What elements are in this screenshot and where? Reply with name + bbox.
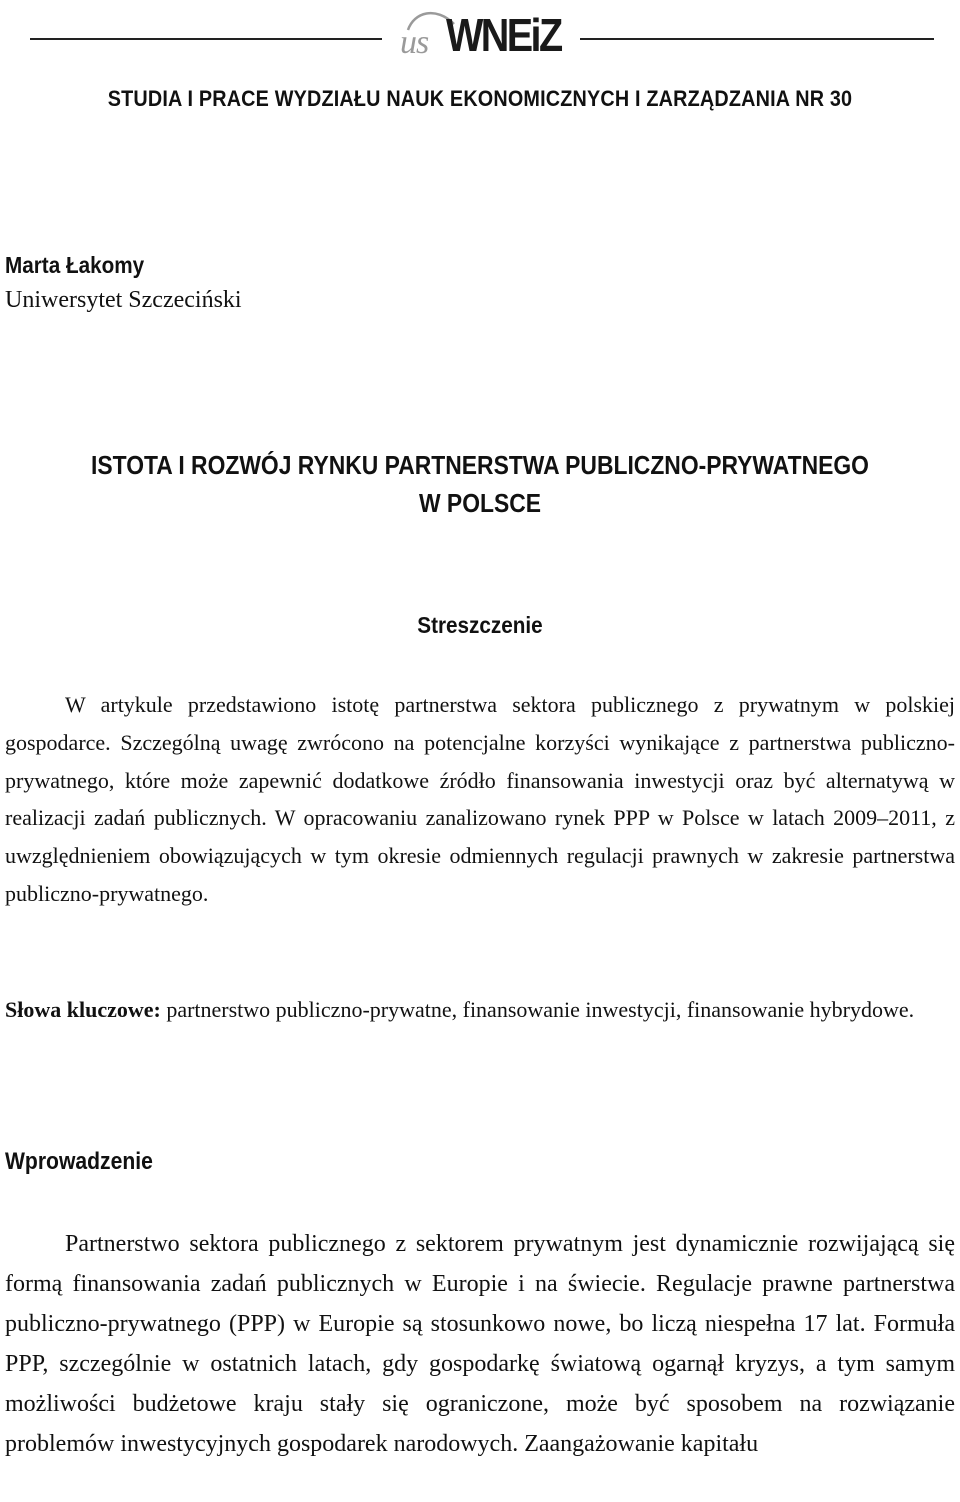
- series-title: STUDIA I PRACE WYDZIAŁU NAUK EKONOMICZNYCH I ZARZĄDZANIA NR 30: [107, 86, 853, 111]
- keywords-text: partnerstwo publiczno-prywatne, finansowanie inwestycji, finansowanie hybrydowe.: [166, 997, 915, 1022]
- article-title-line-2: W POLSCE: [418, 488, 542, 518]
- author-affiliation: Uniwersytet Szczeciński: [5, 287, 242, 313]
- article-title-line-1: ISTOTA I ROZWÓJ RYNKU PARTNERSTWA PUBLICZNO-PRYWATNEGO: [91, 450, 869, 480]
- keywords: [5, 993, 955, 1027]
- author-name: Marta Łakomy: [5, 252, 145, 278]
- logo-wordmark: WNEiZ: [446, 9, 561, 61]
- logo-prefix: us: [400, 24, 429, 61]
- section-heading-introduction: Wprowadzenie: [5, 1148, 153, 1175]
- wneiz-logo: [396, 2, 566, 74]
- header-rule-left: [30, 38, 382, 40]
- header-rule-right: [580, 38, 934, 40]
- keywords-label: Słowa kluczowe:: [5, 997, 161, 1022]
- abstract-heading: Streszczenie: [417, 612, 543, 638]
- abstract-text: W artykule przedstawiono istotę partnerstwa sektora publicznego z prywatnym w polskiej gospodarce. Szczególną uwagę zwrócono na potencjalne korzyści wynikające z partnerstwa publiczno-prywatnego, które może zapewnić dodatkowe źródło finansowania inwestycji oraz być alternatywą w realizacji zadań publicznych. W opracowaniu zanalizowano rynek PPP w Polsce w latach 2009–2011, z uwzględnieniem obowiązujących w tym okresie odmiennych regulacji prawnych w zakresie partnerstwa publiczno-prywatnego.: [5, 692, 955, 906]
- introduction-text: Partnerstwo sektora publicznego z sektorem prywatnym jest dynamicznie rozwijającą się formą finansowania zadań publicznych w Europie i na świecie. Regulacje prawne partnerstwa publiczno-prywatnego (PPP) w Europie są stosunkowo nowe, bo liczą niespełna 17 lat. Formuła PPP, szczególnie w ostatnich latach, gdy gospodarkę światową ogarnął kryzys, a tym samym możliwości budżetowe kraju stały się ograniczone, może być sposobem na rozwiązanie problemów inwestycyjnych gospodarek narodowych. Zaangażowanie kapitału: [5, 1231, 955, 1457]
